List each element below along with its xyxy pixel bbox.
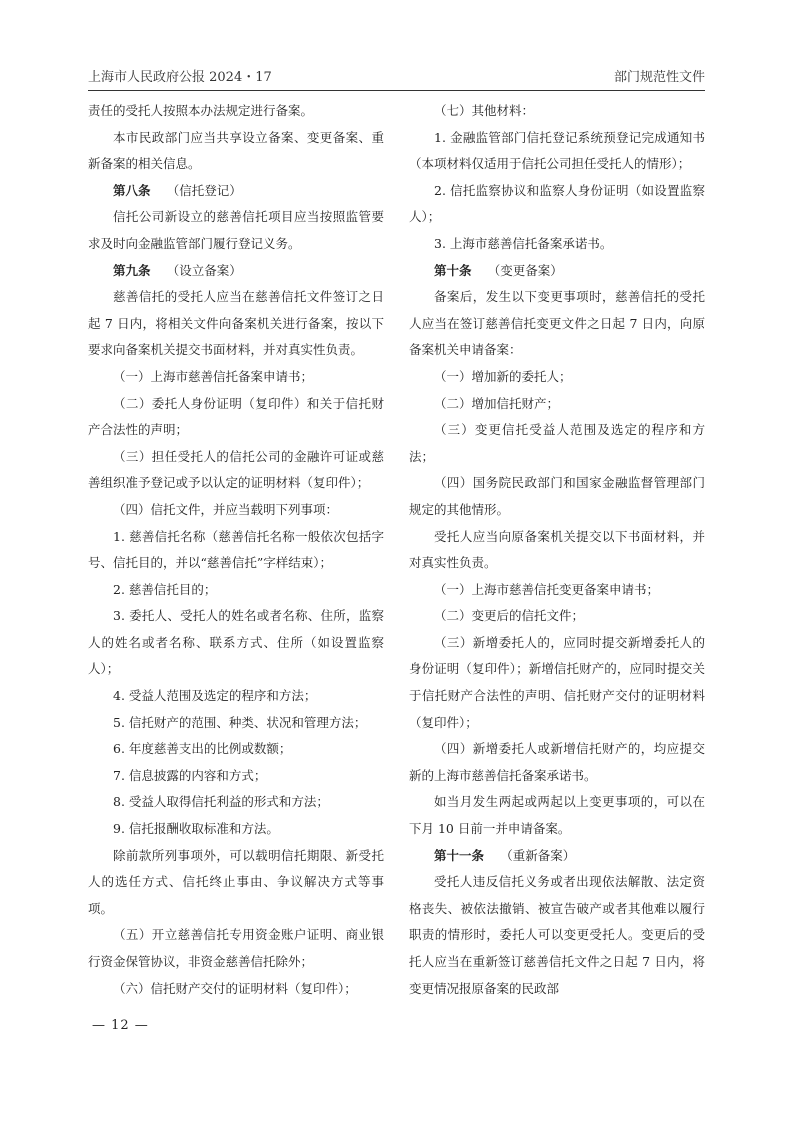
left-column: [88, 98, 384, 1002]
paragraph-text: 备案后，发生以下变更事项时，慈善信托的受托人应当在签订慈善信托变更文件之日起 7 日内，向原备案机关申请备案：: [409, 289, 705, 358]
paragraph-text: （四）信托文件，并应当载明下列事项：: [113, 501, 339, 517]
paragraph-text: 2. 信托监察协议和监察人身份证明（如设置监察人）；: [409, 182, 705, 225]
paragraph: [88, 789, 384, 816]
paragraph-text: （七）其他材料：: [434, 103, 535, 118]
paragraph: [409, 364, 705, 391]
paragraph-text: 5. 信托财产的范围、种类、状况和管理方法；: [113, 714, 367, 730]
paragraph-text: （一）增加新的委托人；: [434, 368, 572, 384]
article-number: 第九条: [113, 262, 151, 278]
page-number: — 12 —: [92, 1018, 149, 1033]
paragraph-text: （二）变更后的信托文件；: [434, 608, 585, 624]
paragraph: [88, 763, 384, 790]
article-subject: （设立备案）: [166, 262, 242, 278]
article-subject: （变更备案）: [487, 262, 563, 278]
gazette-title: 上海市人民政府公报 2024・17: [88, 70, 272, 85]
right-column: [409, 98, 705, 1002]
paragraph: [409, 178, 705, 231]
article-heading: [409, 258, 705, 285]
paragraph: [409, 869, 705, 1002]
paragraph-text: 6. 年度慈善支出的比例或数额；: [113, 741, 292, 757]
paragraph: [409, 98, 705, 125]
paragraph: [409, 417, 705, 470]
paragraph: [88, 816, 384, 843]
paragraph: [88, 524, 384, 577]
article-number: 第八条: [113, 182, 151, 198]
paragraph: [88, 603, 384, 683]
paragraph-text: 3. 委托人、受托人的姓名或者名称、住所，监察人的姓名或者名称、联系方式、住所（如设置监察人）；: [88, 608, 384, 677]
paragraph: [88, 98, 384, 125]
paragraph: [88, 125, 384, 178]
page-header: [88, 66, 705, 88]
paragraph-text: （五）开立慈善信托专用资金账户证明、商业银行资金保管协议，非资金慈善信托除外；: [88, 927, 384, 969]
paragraph-text: 受托人违反信托义务或者出现依法解散、法定资格丧失、被依法撤销、被宣告破产或者其他难以履行职责的情形时，委托人可以变更受托人。变更后的受托人应当在重新签订慈善信托文件之日起 7 日内，将变更情况报原备案的民政部: [409, 874, 705, 996]
paragraph: [88, 284, 384, 364]
paragraph: [88, 391, 384, 444]
header-rule: [88, 90, 705, 91]
paragraph: [88, 976, 384, 1003]
paragraph: [88, 843, 384, 923]
paragraph: [409, 524, 705, 577]
paragraph-text: 3. 上海市慈善信托备案承诺书。: [434, 235, 613, 251]
paragraph: [409, 577, 705, 604]
paragraph-text: （四）国务院民政部门和国家金融监督管理部门规定的其他情形。: [409, 475, 705, 517]
paragraph: [409, 231, 705, 258]
paragraph: [409, 125, 705, 178]
paragraph-text: （二）增加信托财产；: [434, 395, 560, 411]
paragraph: [88, 204, 384, 257]
paragraph: [409, 789, 705, 842]
paragraph-text: 9. 信托报酬收取标准和方法。: [113, 821, 279, 837]
paragraph: [88, 497, 384, 524]
article-subject: （信托登记）: [166, 182, 242, 198]
paragraph: [409, 284, 705, 364]
paragraph-text: （三）新增委托人的，应同时提交新增委托人的身份证明（复印件）；新增信托财产的，应同时提交关于信托财产合法性的声明、信托财产交付的证明材料（复印件）；: [409, 634, 705, 730]
paragraph: [88, 710, 384, 737]
paragraph-text: （一）上海市慈善信托变更备案申请书；: [434, 581, 660, 597]
paragraph: [409, 603, 705, 630]
paragraph: [409, 630, 705, 736]
paragraph: [409, 391, 705, 418]
paragraph-text: （三）变更信托受益人范围及选定的程序和方法；: [409, 422, 705, 464]
article-number: 第十条: [434, 262, 472, 278]
paragraph-text: 责任的受托人按照本办法规定进行备案。: [88, 103, 314, 118]
paragraph-text: 1. 金融监管部门信托登记系统预登记完成通知书（本项材料仅适用于信托公司担任受托人的情形）；: [409, 129, 705, 172]
paragraph: [88, 683, 384, 710]
paragraph: [88, 444, 384, 497]
paragraph-text: （三）担任受托人的信托公司的金融许可证或慈善组织准予登记或予以认定的证明材料（复印件）；: [88, 448, 384, 491]
paragraph-text: 慈善信托的受托人应当在慈善信托文件签订之日起 7 日内，将相关文件向备案机关进行备案，按以下要求向备案机关提交书面材料，并对真实性负责。: [88, 289, 384, 358]
paragraph-text: （六）信托财产交付的证明材料（复印件）；: [113, 980, 357, 996]
paragraph-text: 本市民政部门应当共享设立备案、变更备案、重新备案的相关信息。: [88, 129, 384, 172]
paragraph: [409, 736, 705, 789]
paragraph-text: （一）上海市慈善信托备案申请书；: [113, 368, 314, 384]
paragraph-text: 2. 慈善信托目的；: [113, 581, 217, 597]
paragraph-text: 信托公司新设立的慈善信托项目应当按照监管要求及时向金融监管部门履行登记义务。: [88, 209, 384, 251]
article-heading: [88, 258, 384, 285]
article-heading: [88, 178, 384, 205]
paragraph-text: 1. 慈善信托名称（慈善信托名称一般依次包括字号、信托目的，并以“慈善信托”字样结束）；: [88, 528, 384, 571]
article-number: 第十一条: [434, 847, 485, 863]
section-title: 部门规范性文件: [613, 70, 705, 85]
paragraph-text: 8. 受益人取得信托利益的形式和方法；: [113, 794, 329, 810]
paragraph-text: 如当月发生两起或两起以上变更事项的，可以在下月 10 日前一并申请备案。: [409, 794, 705, 837]
paragraph-text: （四）新增委托人或新增信托财产的，均应提交新的上海市慈善信托备案承诺书。: [409, 741, 705, 783]
paragraph-text: 除前款所列事项外，可以载明信托期限、新受托人的选任方式、信托终止事由、争议解决方式等事项。: [88, 847, 384, 916]
paragraph: [88, 736, 384, 763]
paragraph-text: 受托人应当向原备案机关提交以下书面材料，并对真实性负责。: [409, 528, 705, 571]
paragraph-text: 7. 信息披露的内容和方式；: [113, 767, 267, 783]
paragraph-text: 4. 受益人范围及选定的程序和方法；: [113, 688, 317, 704]
article-subject: （重新备案）: [500, 847, 576, 863]
article-heading: [409, 843, 705, 870]
paragraph: [88, 577, 384, 604]
paragraph: [88, 922, 384, 975]
paragraph: [409, 470, 705, 523]
paragraph-text: （二）委托人身份证明（复印件）和关于信托财产合法性的声明；: [88, 395, 384, 438]
paragraph: [88, 364, 384, 391]
